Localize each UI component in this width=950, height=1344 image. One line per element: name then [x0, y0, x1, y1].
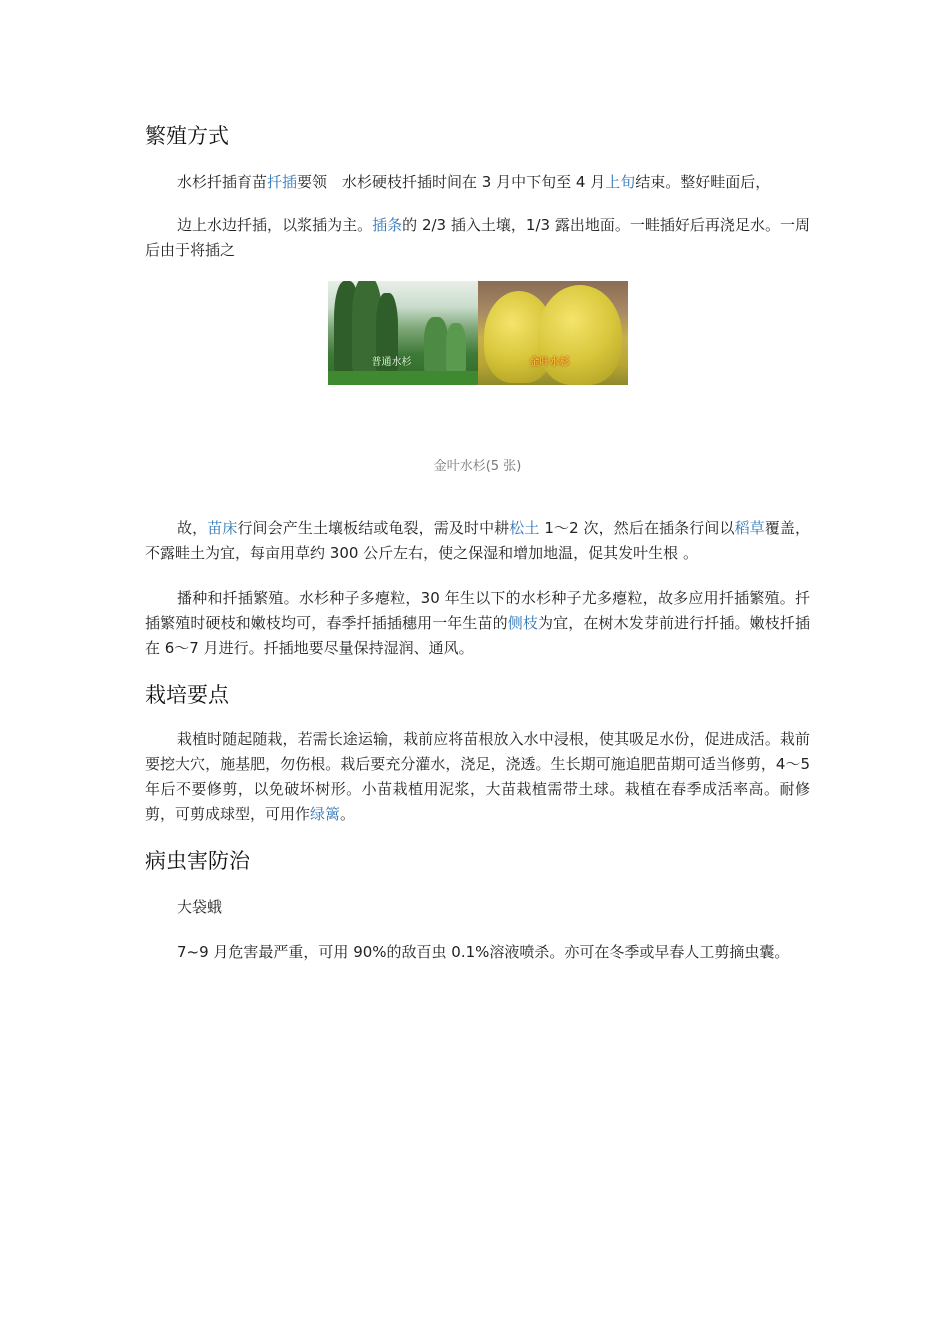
photo-metasequoia[interactable] — [328, 281, 628, 385]
text: 的 2/3 插入土壤，1/3 露出地面。一畦插好后再浇足水。一周后由于将插之 — [145, 216, 810, 259]
heading-propagation: 繁殖方式 — [145, 124, 229, 148]
document-page — [145, 118, 810, 965]
photo-label-golden: 金叶水杉 — [529, 357, 570, 368]
heading-pest-control: 病虫害防治 — [145, 849, 250, 873]
link-cutting[interactable]: 扦插 — [267, 173, 298, 191]
text: 为宜，在树木发芽前进行扦插。嫩枝扦插在 6～7 月进行。扦插地要尽量保持湿润、通风。 — [145, 614, 810, 657]
photo-golden-metasequoia — [478, 281, 628, 385]
link-straw[interactable]: 稻草 — [734, 519, 765, 537]
paragraph-cultivation — [145, 727, 810, 827]
link-seedbed[interactable]: 苗床 — [207, 519, 238, 537]
link-side-branch[interactable]: 侧枝 — [507, 614, 539, 632]
paragraph-pest-treatment: 7~9 月危害最严重，可用 90%的敌百虫 0.1%溶液喷杀。亦可在冬季或早春人工剪摘虫囊。 — [177, 943, 790, 961]
text: 故， — [177, 519, 208, 537]
paragraph-cutting-intro — [145, 170, 810, 195]
photo-label-common: 普通水杉 — [371, 357, 412, 368]
text: 边上水边扦插，以浆插为主。 — [177, 216, 373, 234]
photo-common-metasequoia — [328, 281, 478, 385]
text: 结束。整好畦面后， — [635, 173, 771, 191]
text: 播种和扦插繁殖。水杉种子多瘪粒，30 年生以下的水杉种子尤多瘪粒，故多应用扦插繁殖。扦插繁殖时硬枝和嫩枝均可，春季扦插插穗用一年生苗的 — [145, 589, 810, 632]
link-early-month[interactable]: 上旬 — [605, 173, 636, 191]
text: 行间会产生土壤板结或龟裂，需及时中耕 — [237, 519, 510, 537]
link-cuttings[interactable]: 插条 — [372, 216, 403, 234]
text: 栽植时随起随栽，若需长途运输，栽前应将苗根放入水中浸根，使其吸足水份，促进成活。栽前要挖大穴，施基肥，勿伤根。栽后要充分灌水，浇足，浇透。生长期可施追肥苗期可适当修剪，4～5 年后不要修剪，以免破坏树形。小苗栽植用泥浆，大苗栽植需带土球。栽植在春季成活率高。耐修剪，可剪成球型，可用作 — [145, 730, 810, 823]
text: 覆盖，不露畦土为宜，每亩用草约 300 公斤左右，使之保湿和增加地温，促其发叶生根 。 — [145, 519, 810, 562]
text: 水杉扦插育苗 — [177, 173, 268, 191]
text: 。 — [340, 805, 356, 823]
paragraph-cutting-method — [145, 213, 810, 263]
figure-metasequoia — [145, 281, 810, 474]
text: 要领 水杉硬枝扦插时间在 3 月中下旬至 4 月 — [297, 173, 606, 191]
link-loosen-soil[interactable]: 松土 — [509, 519, 540, 537]
text: 1～2 次，然后在插条行间以 — [539, 519, 735, 537]
paragraph-seedbed — [145, 516, 810, 566]
figure-caption[interactable]: 金叶水杉(5 张) — [433, 459, 522, 474]
paragraph-pest-name: 大袋蛾 — [177, 898, 223, 916]
paragraph-sowing — [145, 586, 810, 661]
link-hedge[interactable]: 绿篱 — [310, 805, 341, 823]
heading-cultivation: 栽培要点 — [145, 683, 229, 707]
